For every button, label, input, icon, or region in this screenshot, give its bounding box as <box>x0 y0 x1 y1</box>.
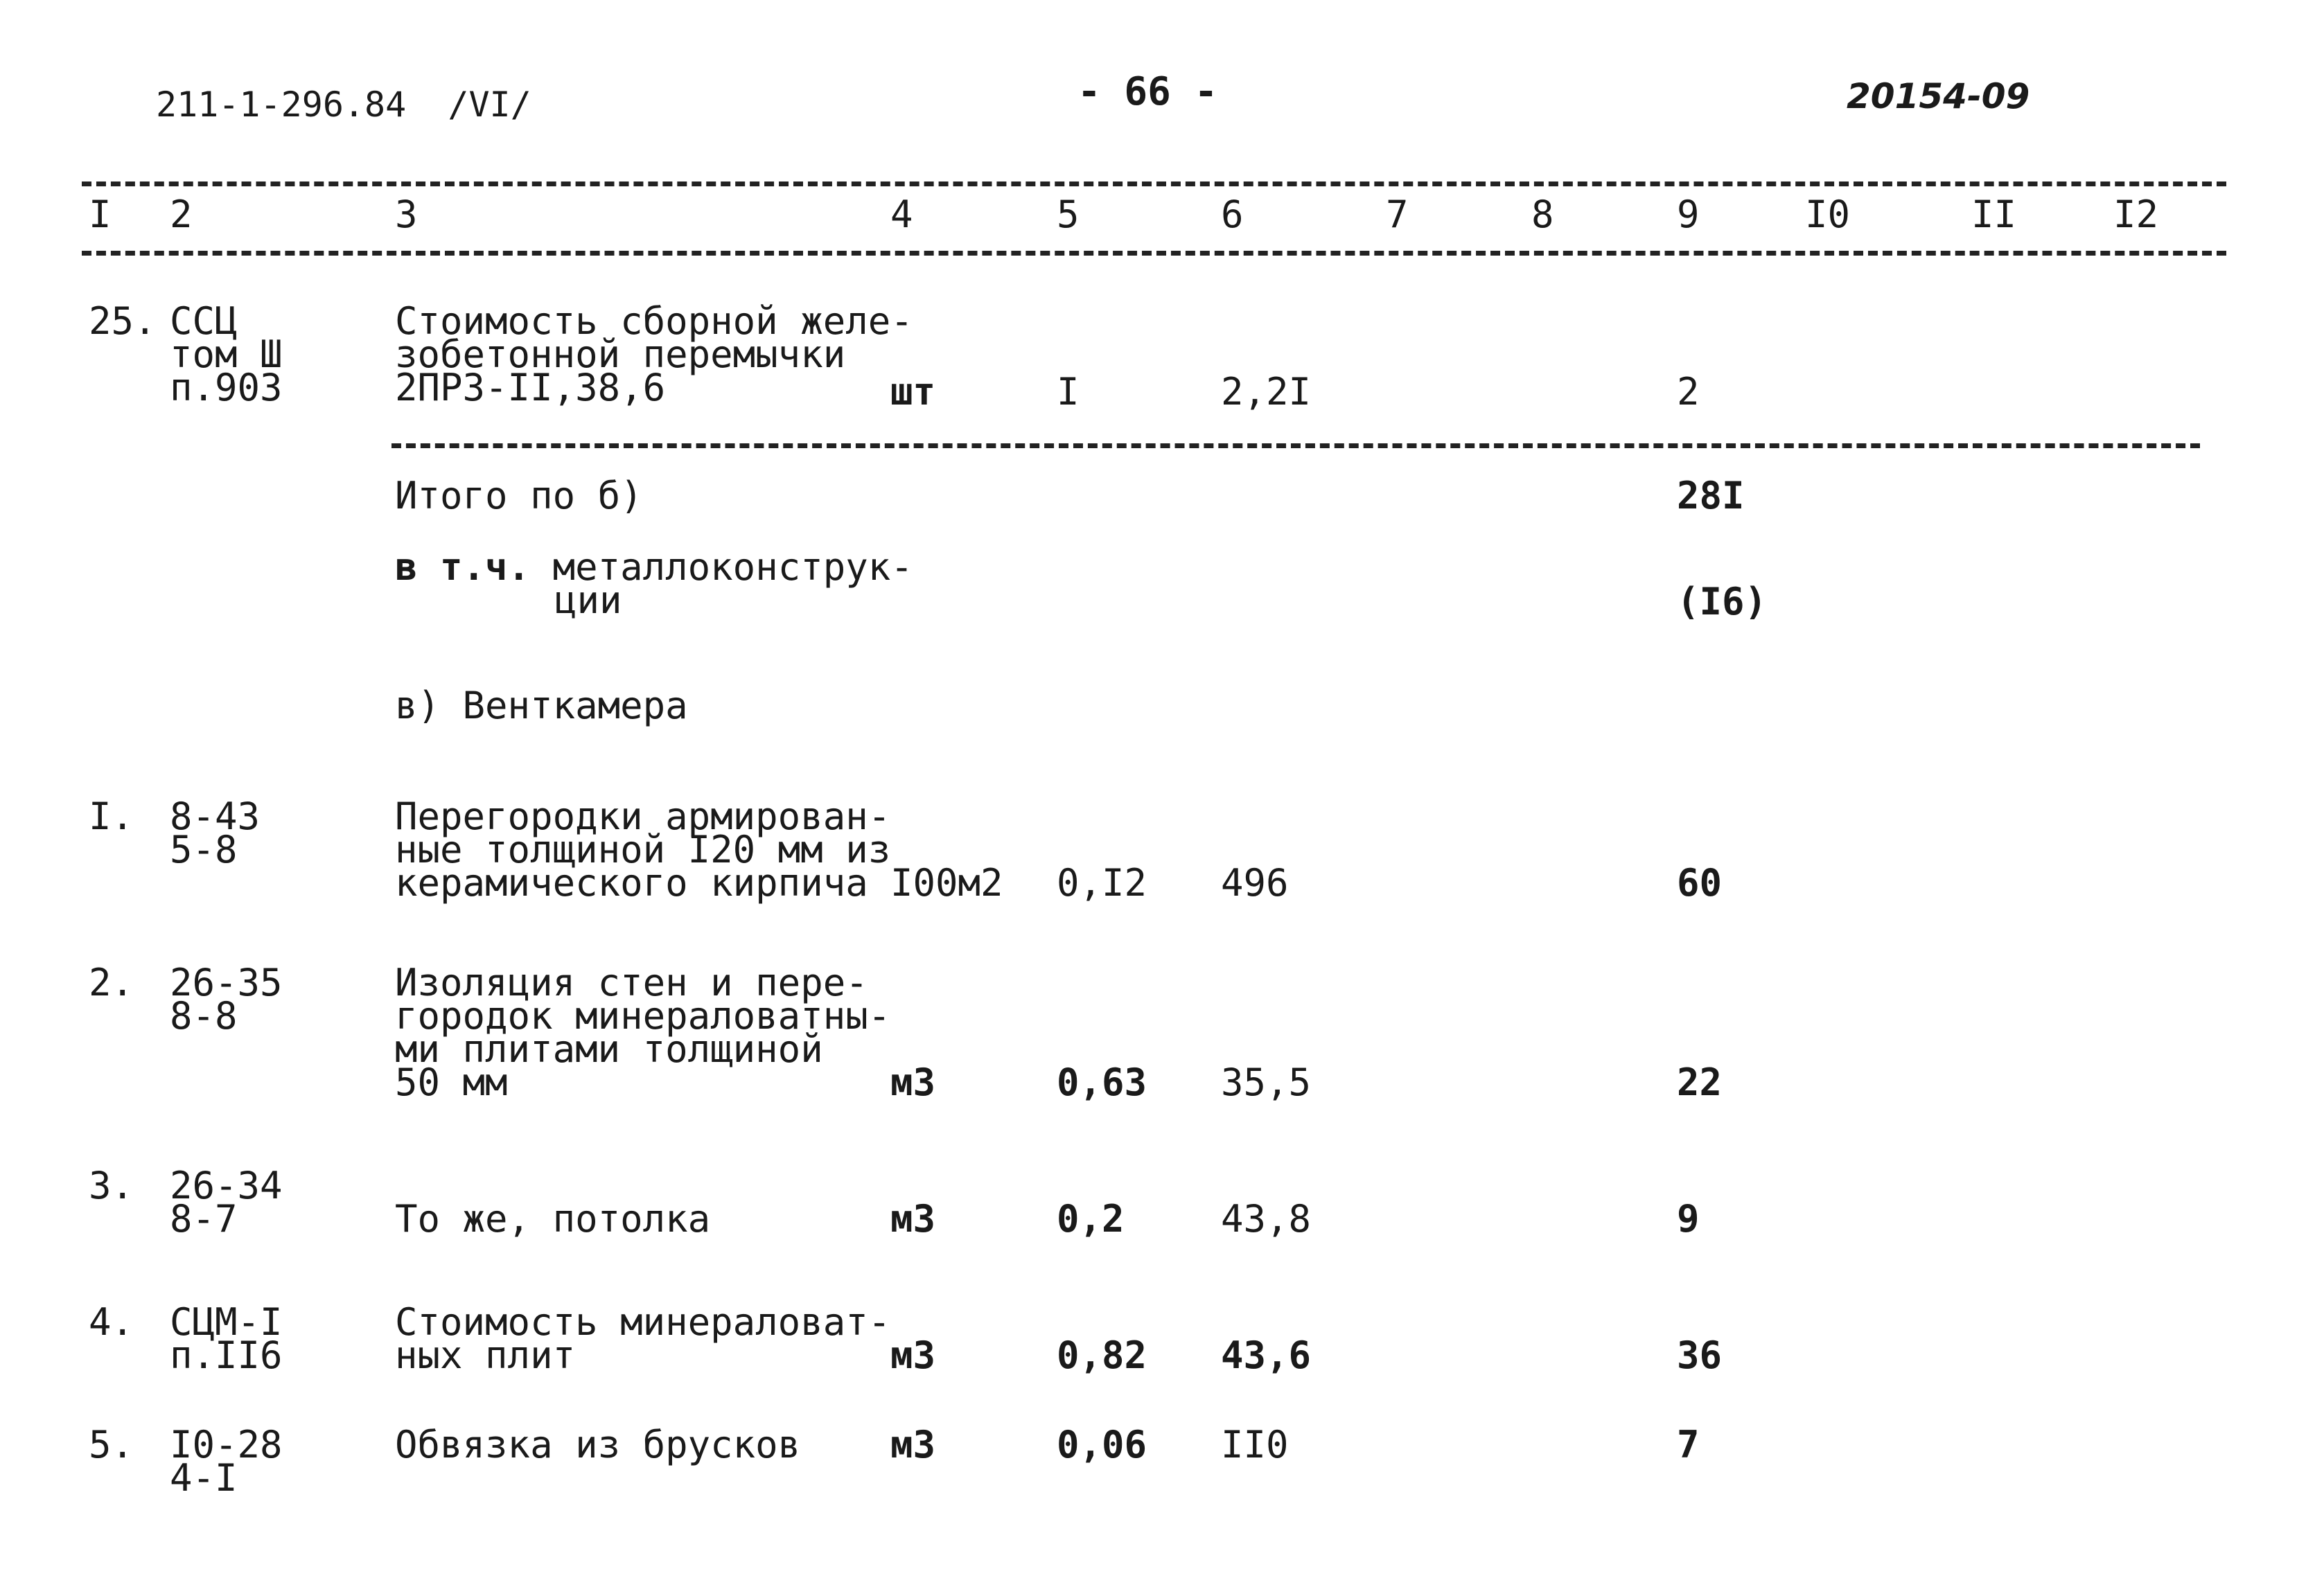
reference-line: 4-I <box>170 1456 238 1500</box>
row-number: 4. <box>89 1300 134 1344</box>
column-number: 5 <box>1057 193 1080 236</box>
reference-line: 8-43 <box>170 795 261 838</box>
reference-cell <box>170 1423 283 1500</box>
description-line: Изоляция стен и пере- <box>395 961 868 1004</box>
row-number: 5. <box>89 1423 134 1466</box>
description-line: городок минераловатны- <box>395 994 891 1038</box>
reference-line: СЦМ-I <box>170 1300 283 1344</box>
reference-cell <box>170 961 283 1038</box>
document-code <box>156 85 531 125</box>
doc-mark-text: /VI/ <box>448 85 531 125</box>
column-number: I <box>89 193 112 236</box>
quantity-cell: 0,06 <box>1057 1423 1147 1466</box>
description-line: Стоимость минераловат- <box>395 1300 891 1344</box>
unit-price-cell: 43,8 <box>1221 1197 1312 1241</box>
reference-line: 5-8 <box>170 828 238 871</box>
column-number: 6 <box>1221 193 1244 236</box>
reference-cell <box>170 795 261 871</box>
column-number: 7 <box>1386 193 1409 236</box>
reference-cell <box>170 299 283 409</box>
description-cell: То же, потолка <box>395 1197 711 1241</box>
quantity-cell: 0,82 <box>1057 1333 1147 1377</box>
unit-cell: I00м2 <box>890 861 1003 905</box>
subtotal-rule <box>391 443 2200 448</box>
unit-cell: м3 <box>890 1333 936 1377</box>
total-cost-cell: 36 <box>1677 1333 1723 1377</box>
reference-cell <box>170 1164 283 1241</box>
unit-cell: м3 <box>890 1061 936 1104</box>
archive-number: 20154-09 <box>1847 76 2030 116</box>
row-number: I. <box>89 795 134 838</box>
unit-cell: м3 <box>890 1423 936 1466</box>
metal-structures-cell <box>395 545 913 622</box>
total-cost-cell: 7 <box>1677 1423 1700 1466</box>
reference-line: том Ш <box>170 333 283 376</box>
page-number: - 66 - <box>1077 69 1218 114</box>
total-cost-cell: 60 <box>1677 861 1723 905</box>
total-cost-cell: 9 <box>1677 1197 1700 1241</box>
description-line: ных плит <box>395 1333 576 1377</box>
column-number: 4 <box>890 193 913 236</box>
description-line: керамического кирпича <box>395 861 868 905</box>
metal-structures-line <box>395 545 913 589</box>
description-cell <box>395 961 891 1104</box>
header-bottom-rule <box>82 251 2226 256</box>
total-cost-cell: 22 <box>1677 1061 1723 1104</box>
unit-price-cell: II0 <box>1221 1423 1289 1466</box>
description-cell: Обвязка из брусков <box>395 1423 801 1466</box>
description-line: зобетонной перемычки <box>395 333 846 376</box>
quantity-cell: 0,I2 <box>1057 861 1147 905</box>
unit-price-cell: 43,6 <box>1221 1333 1312 1377</box>
metal-structures-line-2: ции <box>554 578 622 622</box>
quantity-cell: 0,63 <box>1057 1061 1147 1104</box>
description-cell <box>395 1300 891 1377</box>
column-number: I0 <box>1805 193 1851 236</box>
reference-line: I0-28 <box>170 1423 283 1466</box>
description-cell <box>395 795 891 905</box>
column-number: 2 <box>170 193 193 236</box>
quantity-cell: 0,2 <box>1057 1197 1125 1241</box>
description-line: ми плитами толщиной <box>395 1027 823 1071</box>
doc-code-text: 211-1-296.84 <box>156 85 407 125</box>
section-heading: в) Венткамера <box>395 684 688 727</box>
reference-line: п.II6 <box>170 1333 283 1377</box>
metal-structures-cost: (I6) <box>1677 580 1768 623</box>
reference-line: 26-34 <box>170 1164 283 1207</box>
quantity-cell: I <box>1057 370 1080 414</box>
description-line: ные толщиной I20 мм из <box>395 828 891 871</box>
row-number: 3. <box>89 1164 134 1207</box>
unit-price-cell: 35,5 <box>1221 1061 1312 1104</box>
reference-line: 8-7 <box>170 1197 238 1241</box>
including-prefix: в т.ч. <box>395 545 531 589</box>
description-cell <box>395 299 913 409</box>
reference-line: ССЦ <box>170 299 238 343</box>
total-cost-cell: 2 <box>1677 370 1700 414</box>
subtotal-label: Итого по б) <box>395 474 643 517</box>
column-number: II <box>1971 193 2017 236</box>
unit-price-cell: 2,2I <box>1221 370 1312 414</box>
top-rule <box>82 181 2226 186</box>
column-number: I2 <box>2113 193 2159 236</box>
reference-line: 26-35 <box>170 961 283 1004</box>
row-number: 25. <box>89 299 157 343</box>
description-line: Стоимость сборной желе- <box>395 299 913 343</box>
column-number: 9 <box>1677 193 1700 236</box>
column-number: 8 <box>1531 193 1554 236</box>
column-number: 3 <box>395 193 418 236</box>
metal-structures-label: металлоконструк- <box>552 545 913 589</box>
description-line: Перегородки армирован- <box>395 795 891 838</box>
reference-cell <box>170 1300 283 1377</box>
unit-cell: шт <box>890 370 936 414</box>
subtotal-cost: 28I <box>1677 474 1745 517</box>
description-line: 2ПРЗ-II,38,6 <box>395 366 666 409</box>
reference-line: п.903 <box>170 366 283 409</box>
description-line: 50 мм <box>395 1061 508 1104</box>
unit-cell: м3 <box>890 1197 936 1241</box>
unit-price-cell: 496 <box>1221 861 1289 905</box>
reference-line: 8-8 <box>170 994 238 1038</box>
row-number: 2. <box>89 961 134 1004</box>
